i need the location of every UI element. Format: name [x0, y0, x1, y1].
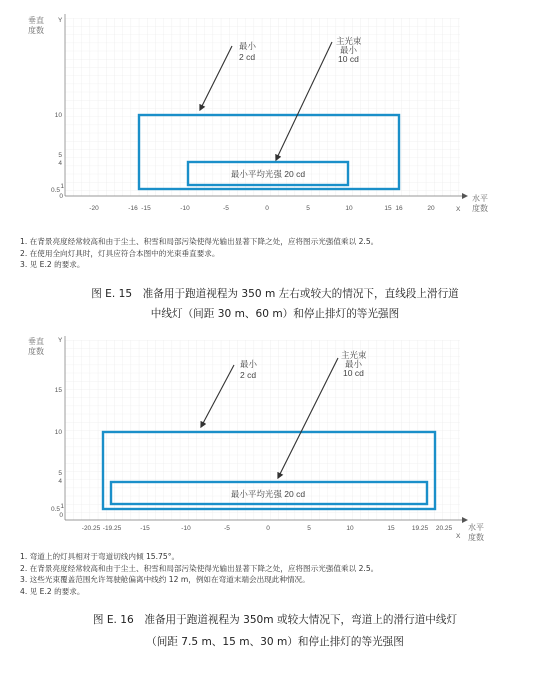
min-label-line2: 2 cd [240, 370, 257, 380]
x-tick: 15 [387, 525, 395, 532]
main-beam-label-line2: 最小 [340, 45, 358, 55]
x-tick: -15 [141, 205, 151, 212]
isocandela-diagram-2 [0, 330, 550, 550]
y-tick: 10 [54, 112, 62, 119]
min-label-line1: 最小 [240, 359, 258, 369]
x-tick: -20 [89, 205, 99, 212]
x-axis-label-line1: 水平 [472, 194, 488, 203]
x-tick: 5 [306, 205, 310, 212]
x-tick: 0 [265, 205, 269, 212]
x-tick: 5 [307, 525, 311, 532]
notes-figure-2 [20, 551, 540, 597]
x-tick: 0 [266, 525, 270, 532]
x-tick: 15 [384, 205, 392, 212]
note: 2. 在使用全向灯具时，灯具应符合本图中的光束垂直要求。 [20, 248, 220, 258]
main-beam-label-line3: 10 cd [338, 54, 359, 64]
note: 2. 在背景亮度经常较高和由于尘土、积雪和局部污染使得光输出显著下降之处，应将图示光强值乘以 2.5。 [20, 563, 379, 573]
x-tick: 16 [395, 205, 403, 212]
y-axis-letter: Y [58, 17, 63, 24]
x-tick: -5 [224, 525, 230, 532]
y-tick: 0 [59, 193, 63, 200]
y-axis-label-line1: 垂直 [28, 337, 44, 346]
x-axis-label-line1: 水平 [468, 523, 484, 532]
y-tick: 0.5 [50, 187, 60, 194]
x-tick: 10 [346, 525, 354, 532]
x-tick: -10 [181, 525, 191, 532]
x-tick: -15 [140, 525, 150, 532]
y-tick: 15 [54, 387, 62, 394]
x-tick: -20.25 [81, 525, 101, 532]
y-tick: 0 [59, 512, 63, 519]
isocandela-diagram-1 [0, 0, 550, 222]
x-tick: 20.25 [435, 525, 453, 532]
main-beam-label-line1: 主光束 [341, 350, 367, 360]
note: 3. 见 E.2 的要求。 [20, 260, 85, 270]
x-tick: 20 [427, 205, 435, 212]
y-tick: 4 [58, 160, 62, 167]
caption-figure-2-line1: 图 E. 16 准备用于跑道视程为 350m 或较大情况下，弯道上的滑行道中线灯 [92, 614, 458, 626]
x-axis-label-line2: 度数 [468, 533, 484, 542]
x-tick: 19.25 [411, 525, 429, 532]
y-tick: 5 [58, 152, 62, 159]
x-tick: -16 [128, 205, 138, 212]
min-label-line1: 最小 [239, 41, 257, 51]
y-tick: 0.5 [50, 506, 60, 513]
note: 4. 见 E.2 的要求。 [20, 586, 85, 596]
y-tick: 10 [54, 429, 62, 436]
y-tick: 5 [58, 470, 62, 477]
y-tick: 1 [60, 183, 64, 190]
note: 1. 弯道上的灯具相对于弯道切线内倾 15.75°。 [20, 552, 180, 561]
x-axis-letter: X [456, 206, 461, 213]
main-beam-label-line2: 最小 [345, 359, 363, 369]
x-axis-letter: X [456, 533, 461, 540]
y-axis-label-line1: 垂直 [28, 16, 44, 25]
x-axis-label-line2: 度数 [472, 204, 488, 213]
x-axis-arrow-icon [462, 193, 468, 199]
caption-figure-2-line2: （间距 7.5 m、15 m、30 m）和停止排灯的等光强图 [146, 636, 404, 648]
x-tick: -10 [180, 205, 190, 212]
caption-figure-1-line2: 中线灯（间距 30 m、60 m）和停止排灯的等光强图 [150, 308, 400, 320]
note: 3. 这些光束覆盖范围允许驾驶舱偏离中线约 12 m，例如在弯道末端会出现此种情况。 [20, 575, 310, 585]
x-tick: 10 [345, 205, 353, 212]
caption-figure-1-line1: 图 E. 15 准备用于跑道视程为 350 m 左右或较大的情况下，直线段上滑行道 [91, 288, 459, 300]
y-axis-label-line2: 度数 [28, 26, 44, 35]
y-axis-label-line2: 度数 [28, 347, 44, 356]
y-tick: 1 [60, 503, 64, 510]
x-tick: -19.25 [102, 525, 122, 532]
y-tick: 4 [58, 478, 62, 485]
avg-intensity-label: 最小平均光强 20 cd [230, 489, 306, 499]
note: 1. 在背景亮度经常较高和由于尘土、积雪和局部污染使得光输出显著下降之处，应将图示光强值乘以 2.5。 [20, 237, 379, 246]
x-tick: -5 [223, 205, 229, 212]
avg-intensity-label: 最小平均光强 20 cd [230, 169, 306, 179]
notes-figure-1 [20, 236, 540, 271]
min-label-line2: 2 cd [239, 52, 256, 62]
main-beam-label-line3: 10 cd [343, 368, 364, 378]
main-beam-label-line1: 主光束 [336, 36, 362, 46]
y-axis-letter: Y [58, 337, 63, 344]
